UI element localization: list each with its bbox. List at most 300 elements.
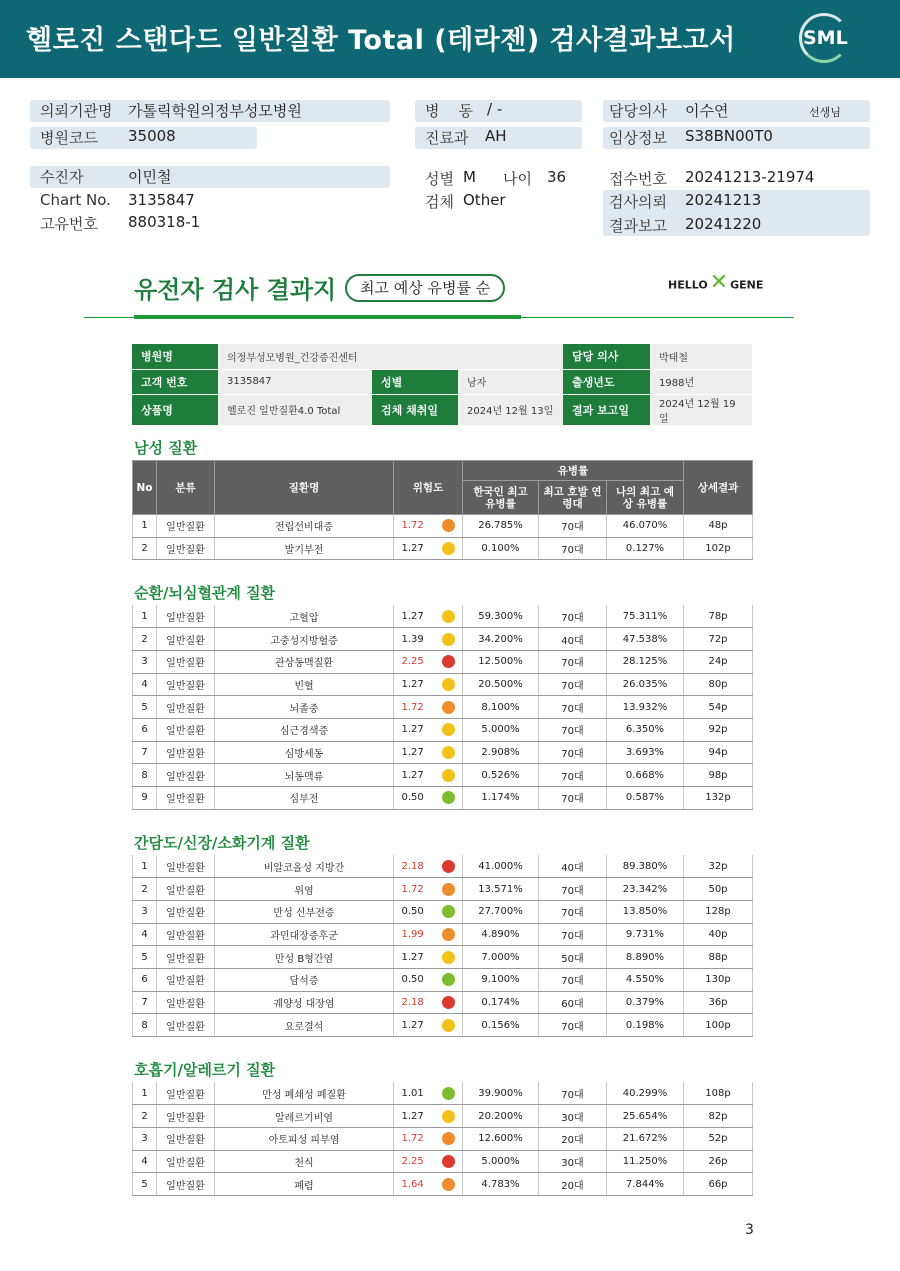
cell-sample-label: 검체 채취일 — [372, 394, 458, 425]
cell-detail-page: 24p — [684, 650, 753, 673]
cell-no: 1 — [133, 605, 157, 628]
risk-value: 1.64 — [401, 1178, 424, 1190]
cell-korean-max: 59.300% — [463, 605, 539, 628]
chart-no-value: 3135847 — [128, 191, 195, 209]
cell-korean-max: 9.100% — [463, 968, 539, 991]
department-value: AH — [485, 127, 507, 145]
cell-peak-age: 70대 — [539, 968, 607, 991]
cell-disease-name: 만성 신부전증 — [215, 900, 394, 923]
cell-my-max: 40.299% — [607, 1082, 684, 1105]
cell-risk — [394, 878, 463, 901]
risk-value: 1.27 — [401, 610, 424, 622]
cell-korean-max: 27.700% — [463, 900, 539, 923]
risk-indicator — [394, 928, 462, 941]
dna-x-icon: ✕ — [709, 270, 729, 295]
risk-value: 0.50 — [401, 906, 424, 918]
request-date-value: 20241213 — [685, 191, 762, 209]
table-row — [133, 1150, 753, 1173]
cell-risk — [394, 946, 463, 969]
cell-detail-page: 82p — [684, 1105, 753, 1128]
risk-orange-dot-icon — [442, 883, 455, 896]
cell-peak-age: 70대 — [539, 923, 607, 946]
cell-disease-name: 천식 — [215, 1150, 394, 1173]
risk-yellow-dot-icon — [442, 1019, 455, 1032]
unique-no-value: 880318-1 — [128, 213, 201, 231]
disease-table — [132, 1082, 753, 1196]
group-heading: 간담도/신장/소화기계 질환 — [134, 834, 310, 852]
cell-risk — [394, 787, 463, 810]
cell-peak-age: 70대 — [539, 696, 607, 719]
cell-detail-page: 100p — [684, 1014, 753, 1037]
disease-table — [132, 460, 753, 560]
cell-korean-max: 0.526% — [463, 764, 539, 787]
hello-gene-logo-right: GENE — [730, 278, 764, 292]
cell-risk — [394, 1014, 463, 1037]
cell-disease-name: 만성 B형간염 — [215, 946, 394, 969]
cell-no: 2 — [133, 878, 157, 901]
cell-category: 일반질환 — [157, 718, 215, 741]
cell-detail-page: 36p — [684, 991, 753, 1014]
risk-yellow-dot-icon — [442, 633, 455, 646]
table-row — [133, 900, 753, 923]
risk-value: 1.99 — [401, 928, 424, 940]
cell-risk — [394, 855, 463, 878]
risk-value: 2.25 — [401, 656, 424, 668]
hello-gene-logo-left: HELLO — [668, 278, 708, 292]
cell-my-max: 11.250% — [607, 1150, 684, 1173]
cell-risk — [394, 1082, 463, 1105]
risk-value: 1.27 — [401, 1019, 424, 1031]
report-title: 헬로진 스탠다드 일반질환 Total (테라젠) 검사결과보고서 — [26, 25, 736, 56]
cell-my-max: 0.379% — [607, 991, 684, 1014]
cell-my-max: 13.932% — [607, 696, 684, 719]
doctor-suffix: 선생님 — [809, 106, 841, 119]
cell-my-max: 0.198% — [607, 1014, 684, 1037]
patient-value: 이민철 — [128, 168, 172, 186]
cell-detail-page: 48p — [684, 515, 753, 538]
cell-category: 일반질환 — [157, 696, 215, 719]
cell-peak-age: 50대 — [539, 946, 607, 969]
risk-yellow-dot-icon — [442, 951, 455, 964]
cell-detail-page: 52p — [684, 1127, 753, 1150]
cell-korean-max: 0.156% — [463, 1014, 539, 1037]
cell-disease-name: 발기부전 — [215, 537, 394, 560]
cell-peak-age: 70대 — [539, 1014, 607, 1037]
cell-category: 일반질환 — [157, 855, 215, 878]
specimen-value: Other — [463, 191, 506, 209]
cell-customer-label: 고객 번호 — [132, 369, 218, 394]
cell-disease-name: 만성 폐쇄성 폐질환 — [215, 1082, 394, 1105]
table-row — [133, 991, 753, 1014]
patient-summary-table — [132, 344, 752, 426]
risk-green-dot-icon — [442, 973, 455, 986]
cell-my-max: 89.380% — [607, 855, 684, 878]
table-row — [133, 946, 753, 969]
risk-value: 1.27 — [401, 1110, 424, 1122]
risk-value: 2.25 — [401, 1155, 424, 1167]
cell-doctor-label: 담당 의사 — [563, 344, 650, 369]
cell-detail-page: 32p — [684, 855, 753, 878]
cell-disease-name: 고혈압 — [215, 605, 394, 628]
cell-category: 일반질환 — [157, 923, 215, 946]
cell-korean-max: 7.000% — [463, 946, 539, 969]
cell-detail-page: 92p — [684, 718, 753, 741]
cell-my-max: 75.311% — [607, 605, 684, 628]
age-label: 나이 — [503, 170, 532, 188]
cell-no: 4 — [133, 673, 157, 696]
risk-orange-dot-icon — [442, 519, 455, 532]
cell-disease-name: 폐렴 — [215, 1173, 394, 1196]
cell-category: 일반질환 — [157, 673, 215, 696]
cell-risk — [394, 991, 463, 1014]
patient-row — [30, 166, 390, 188]
cell-risk — [394, 605, 463, 628]
table-row — [133, 696, 753, 719]
cell-peak-age: 30대 — [539, 1150, 607, 1173]
cell-detail-page: 94p — [684, 741, 753, 764]
cell-category: 일반질환 — [157, 1127, 215, 1150]
risk-value: 1.72 — [401, 520, 424, 532]
header-no: No — [133, 461, 157, 515]
unique-no-row — [30, 213, 330, 233]
risk-value: 2.18 — [401, 996, 424, 1008]
cell-category: 일반질환 — [157, 946, 215, 969]
cell-no: 5 — [133, 696, 157, 719]
hospital-code-value: 35008 — [128, 127, 176, 145]
risk-value: 1.27 — [401, 678, 424, 690]
clinical-label: 임상정보 — [609, 129, 667, 147]
sml-logo-text: SML — [803, 27, 848, 49]
cell-disease-name: 아토피성 피부염 — [215, 1127, 394, 1150]
table-row — [133, 1127, 753, 1150]
cell-korean-max: 8.100% — [463, 696, 539, 719]
cell-korean-max: 34.200% — [463, 628, 539, 651]
table-row — [133, 537, 753, 560]
cell-peak-age: 70대 — [539, 787, 607, 810]
cell-risk — [394, 1173, 463, 1196]
risk-indicator — [394, 678, 462, 691]
risk-indicator — [394, 610, 462, 623]
cell-category: 일반질환 — [157, 787, 215, 810]
risk-value: 2.18 — [401, 860, 424, 872]
cell-peak-age: 70대 — [539, 673, 607, 696]
cell-no: 2 — [133, 537, 157, 560]
cell-report-label: 결과 보고일 — [563, 394, 650, 425]
cell-detail-page: 128p — [684, 900, 753, 923]
cell-category: 일반질환 — [157, 650, 215, 673]
cell-peak-age: 70대 — [539, 605, 607, 628]
cell-detail-page: 108p — [684, 1082, 753, 1105]
risk-yellow-dot-icon — [442, 769, 455, 782]
cell-peak-age: 20대 — [539, 1127, 607, 1150]
risk-yellow-dot-icon — [442, 678, 455, 691]
institution-label: 의뢰기관명 — [40, 102, 113, 120]
cell-hospital-value: 의정부성모병원_건강증진센터 — [218, 344, 563, 369]
header-prevalence: 유병률 — [463, 461, 684, 481]
cell-korean-max: 41.000% — [463, 855, 539, 878]
cell-detail-page: 88p — [684, 946, 753, 969]
cell-detail-page: 132p — [684, 787, 753, 810]
cell-peak-age: 70대 — [539, 718, 607, 741]
cell-risk — [394, 741, 463, 764]
cell-korean-max: 20.500% — [463, 673, 539, 696]
cell-risk — [394, 900, 463, 923]
table-header-row — [133, 461, 753, 481]
risk-red-dot-icon — [442, 1155, 455, 1168]
table-row — [133, 741, 753, 764]
cell-category: 일반질환 — [157, 605, 215, 628]
cell-my-max: 0.668% — [607, 764, 684, 787]
cell-risk — [394, 650, 463, 673]
risk-red-dot-icon — [442, 860, 455, 873]
risk-indicator — [394, 973, 462, 986]
group-heading: 남성 질환 — [134, 439, 198, 457]
cell-korean-max: 5.000% — [463, 1150, 539, 1173]
header-my-max: 나의 최고 예상 유병률 — [607, 481, 684, 515]
sort-order-pill: 최고 예상 유병률 순 — [345, 274, 505, 302]
institution-value: 가톨릭학원의정부성모병원 — [128, 102, 302, 120]
cell-peak-age: 40대 — [539, 855, 607, 878]
sex-label: 성별 — [425, 170, 454, 188]
header-peak-age: 최고 호발 연령대 — [539, 481, 607, 515]
cell-category: 일반질환 — [157, 764, 215, 787]
cell-disease-name: 빈혈 — [215, 673, 394, 696]
patient-table-row — [132, 394, 752, 425]
cell-detail-page: 80p — [684, 673, 753, 696]
cell-risk — [394, 673, 463, 696]
cell-my-max: 28.125% — [607, 650, 684, 673]
table-row — [133, 764, 753, 787]
hospital-code-label: 병원코드 — [40, 129, 98, 147]
cell-peak-age: 70대 — [539, 878, 607, 901]
cell-category: 일반질환 — [157, 1150, 215, 1173]
risk-indicator — [394, 1132, 462, 1145]
cell-risk — [394, 1127, 463, 1150]
cell-detail-page: 78p — [684, 605, 753, 628]
cell-peak-age: 70대 — [539, 741, 607, 764]
cell-disease-name: 뇌졸중 — [215, 696, 394, 719]
sml-logo — [795, 11, 853, 65]
risk-value: 1.39 — [401, 633, 424, 645]
patient-table-row — [132, 369, 752, 394]
cell-my-max: 3.693% — [607, 741, 684, 764]
cell-korean-max: 4.783% — [463, 1173, 539, 1196]
ward-row — [415, 100, 582, 122]
cell-peak-age: 20대 — [539, 1173, 607, 1196]
risk-indicator — [394, 1087, 462, 1100]
cell-peak-age: 70대 — [539, 900, 607, 923]
cell-my-max: 7.844% — [607, 1173, 684, 1196]
cell-peak-age: 70대 — [539, 537, 607, 560]
table-row — [133, 1173, 753, 1196]
cell-disease-name: 심부전 — [215, 787, 394, 810]
cell-no: 7 — [133, 991, 157, 1014]
page-number: 3 — [745, 1222, 754, 1238]
risk-value: 1.27 — [401, 951, 424, 963]
cell-korean-max: 0.100% — [463, 537, 539, 560]
cell-detail-page: 26p — [684, 1150, 753, 1173]
risk-green-dot-icon — [442, 905, 455, 918]
cell-peak-age: 40대 — [539, 628, 607, 651]
table-row — [133, 718, 753, 741]
cell-risk — [394, 764, 463, 787]
cell-category: 일반질환 — [157, 991, 215, 1014]
cell-disease-name: 비알코올성 지방간 — [215, 855, 394, 878]
risk-indicator — [394, 1155, 462, 1168]
cell-detail-page: 130p — [684, 968, 753, 991]
doctor-value: 이수연 — [685, 102, 729, 120]
risk-orange-dot-icon — [442, 1178, 455, 1191]
cell-korean-max: 5.000% — [463, 718, 539, 741]
cell-no: 9 — [133, 787, 157, 810]
department-row — [415, 127, 582, 149]
cell-peak-age: 70대 — [539, 764, 607, 787]
cell-no: 6 — [133, 968, 157, 991]
cell-risk — [394, 537, 463, 560]
cell-no: 3 — [133, 900, 157, 923]
cell-peak-age: 60대 — [539, 991, 607, 1014]
risk-value: 1.27 — [401, 724, 424, 736]
cell-my-max: 8.890% — [607, 946, 684, 969]
cell-risk — [394, 628, 463, 651]
risk-indicator — [394, 951, 462, 964]
risk-value: 1.27 — [401, 769, 424, 781]
cell-no: 1 — [133, 515, 157, 538]
cell-category: 일반질환 — [157, 628, 215, 651]
header-risk: 위험도 — [394, 461, 463, 515]
specimen-label: 검체 — [425, 193, 454, 211]
group-heading: 호흡기/알레르기 질환 — [134, 1061, 276, 1079]
cell-peak-age: 70대 — [539, 515, 607, 538]
cell-disease-name: 궤양성 대장염 — [215, 991, 394, 1014]
cell-my-max: 46.070% — [607, 515, 684, 538]
cell-korean-max: 13.571% — [463, 878, 539, 901]
cell-hospital-label: 병원명 — [132, 344, 218, 369]
cell-category: 일반질환 — [157, 515, 215, 538]
risk-indicator — [394, 519, 462, 532]
cell-korean-max: 12.600% — [463, 1127, 539, 1150]
department-label: 진료과 — [425, 129, 469, 147]
risk-yellow-dot-icon — [442, 610, 455, 623]
genetic-report-title: 유전자 검사 결과지 — [134, 276, 337, 304]
report-date-label: 결과보고 — [609, 217, 667, 235]
table-row — [133, 923, 753, 946]
cell-category: 일반질환 — [157, 1105, 215, 1128]
table-row — [133, 787, 753, 810]
cell-sample-value: 2024년 12월 13일 — [458, 394, 563, 425]
header-category: 분류 — [157, 461, 215, 515]
hello-gene-logo — [668, 270, 764, 295]
hospital-code-row — [30, 127, 257, 149]
receipt-label: 접수번호 — [609, 170, 667, 188]
table-row — [133, 968, 753, 991]
cell-no: 3 — [133, 650, 157, 673]
risk-yellow-dot-icon — [442, 746, 455, 759]
risk-red-dot-icon — [442, 655, 455, 668]
cell-detail-page: 98p — [684, 764, 753, 787]
cell-no: 3 — [133, 1127, 157, 1150]
cell-disease-name: 담석증 — [215, 968, 394, 991]
risk-value: 1.72 — [401, 701, 424, 713]
cell-disease-name: 알레르기비염 — [215, 1105, 394, 1128]
risk-indicator — [394, 542, 462, 555]
cell-birth-label: 출생년도 — [563, 369, 650, 394]
risk-indicator — [394, 746, 462, 759]
header-disease: 질환명 — [215, 461, 394, 515]
cell-risk — [394, 968, 463, 991]
cell-disease-name: 뇌동맥류 — [215, 764, 394, 787]
cell-korean-max: 1.174% — [463, 787, 539, 810]
patient-label: 수진자 — [40, 168, 84, 186]
risk-indicator — [394, 1110, 462, 1123]
cell-sex-label: 성별 — [372, 369, 458, 394]
cell-disease-name: 심근경색증 — [215, 718, 394, 741]
risk-green-dot-icon — [442, 791, 455, 804]
cell-my-max: 0.587% — [607, 787, 684, 810]
risk-green-dot-icon — [442, 1087, 455, 1100]
cell-no: 6 — [133, 718, 157, 741]
risk-indicator — [394, 1178, 462, 1191]
cell-disease-name: 과민대장증후군 — [215, 923, 394, 946]
cell-my-max: 21.672% — [607, 1127, 684, 1150]
cell-risk — [394, 696, 463, 719]
risk-indicator — [394, 723, 462, 736]
cell-korean-max: 26.785% — [463, 515, 539, 538]
table-row — [133, 878, 753, 901]
cell-risk — [394, 718, 463, 741]
cell-no: 7 — [133, 741, 157, 764]
cell-disease-name: 심방세동 — [215, 741, 394, 764]
risk-indicator — [394, 701, 462, 714]
cell-my-max: 47.538% — [607, 628, 684, 651]
risk-value: 1.27 — [401, 746, 424, 758]
risk-indicator — [394, 860, 462, 873]
risk-value: 1.72 — [401, 1133, 424, 1145]
cell-category: 일반질환 — [157, 878, 215, 901]
sex-value: M — [463, 168, 476, 186]
cell-detail-page: 66p — [684, 1173, 753, 1196]
doctor-label: 담당의사 — [609, 102, 667, 120]
cell-my-max: 6.350% — [607, 718, 684, 741]
cell-korean-max: 39.900% — [463, 1082, 539, 1105]
clinical-row — [603, 127, 870, 149]
cell-category: 일반질환 — [157, 741, 215, 764]
cell-category: 일반질환 — [157, 1082, 215, 1105]
specimen-row — [415, 191, 582, 211]
cell-risk — [394, 1150, 463, 1173]
cell-my-max: 9.731% — [607, 923, 684, 946]
cell-detail-page: 50p — [684, 878, 753, 901]
chart-no-row — [30, 191, 330, 211]
risk-value: 0.50 — [401, 974, 424, 986]
request-date-label: 검사의뢰 — [609, 193, 667, 211]
risk-red-dot-icon — [442, 996, 455, 1009]
table-row — [133, 628, 753, 651]
cell-no: 8 — [133, 764, 157, 787]
risk-yellow-dot-icon — [442, 723, 455, 736]
cell-disease-name: 관상동맥질환 — [215, 650, 394, 673]
risk-yellow-dot-icon — [442, 1110, 455, 1123]
cell-category: 일반질환 — [157, 1014, 215, 1037]
cell-no: 1 — [133, 855, 157, 878]
cell-category: 일반질환 — [157, 537, 215, 560]
cell-category: 일반질환 — [157, 968, 215, 991]
age-value: 36 — [547, 168, 567, 186]
risk-value: 1.72 — [401, 883, 424, 895]
cell-detail-page: 102p — [684, 537, 753, 560]
cell-my-max: 0.127% — [607, 537, 684, 560]
header-korean-max: 한국인 최고 유병률 — [463, 481, 539, 515]
